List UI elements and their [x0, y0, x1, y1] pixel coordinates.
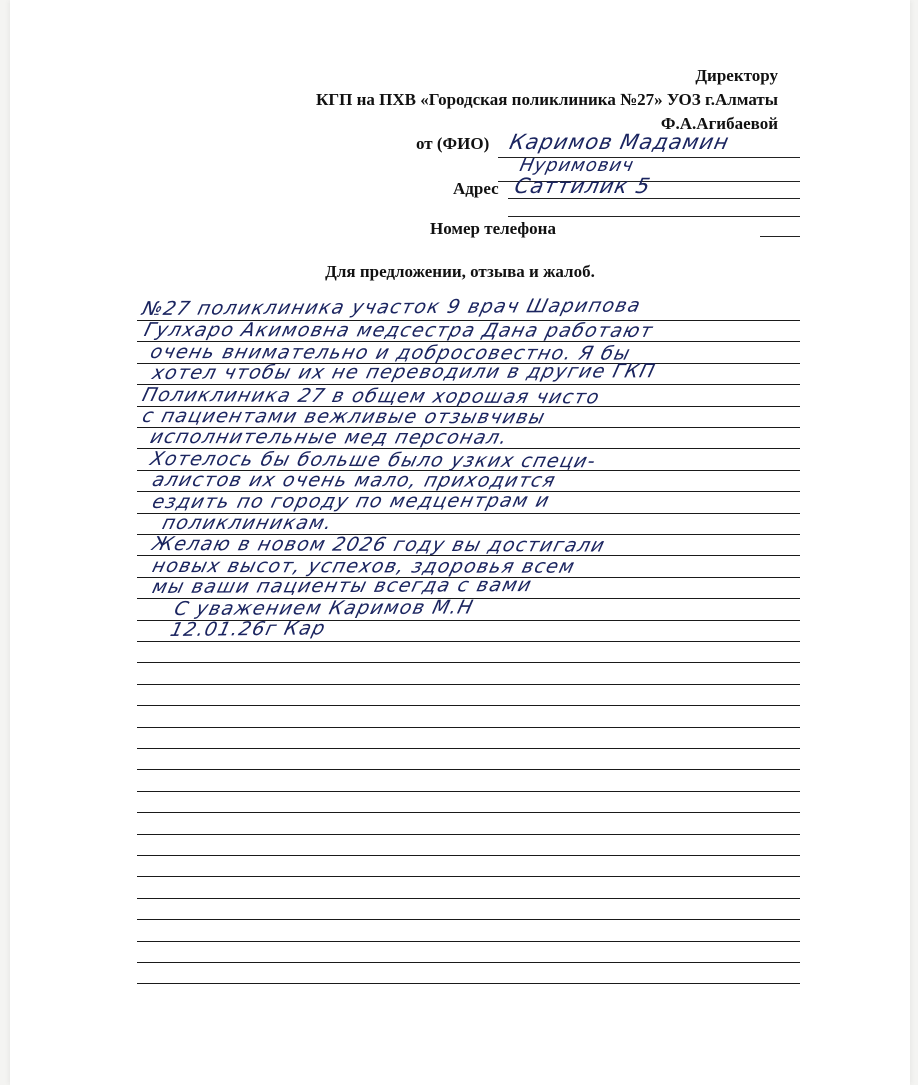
- address-underline-1: [508, 198, 800, 199]
- ruled-line: [137, 941, 800, 942]
- handwritten-line: поликлиникам.: [160, 512, 336, 534]
- ruled-line: [137, 748, 800, 749]
- handwritten-line: 12.01.26г Кар: [168, 617, 329, 641]
- complaint-form-sheet: [10, 0, 910, 1085]
- handwritten-line: ездить по городу по медцентрам и: [150, 489, 553, 513]
- ruled-line: [137, 791, 800, 792]
- fio-value-line-2: Нуримович: [517, 155, 637, 176]
- ruled-line: [137, 855, 800, 856]
- handwritten-line: исполнительные мед персонал.: [148, 426, 511, 450]
- addressee-title: Директору: [695, 66, 778, 85]
- ruled-line: [137, 684, 800, 685]
- fio-label: от (ФИО): [416, 134, 490, 153]
- addressee-organization: КГП на ПХВ «Городская поликлиника №27» УОЗ г.Алматы: [316, 90, 778, 109]
- ruled-line: [137, 662, 800, 663]
- phone-underline: [760, 236, 800, 237]
- ruled-line: [137, 962, 800, 963]
- form-title: Для предложении, отзыва и жалоб.: [325, 262, 595, 281]
- handwritten-line: с пациентами вежливые отзывчивы: [140, 405, 549, 429]
- address-label: Адрес: [453, 179, 499, 198]
- handwritten-line: новых высот, успехов, здоровья всем: [150, 554, 578, 578]
- ruled-line: [137, 727, 800, 728]
- address-underline-2: [508, 216, 800, 217]
- handwritten-line: очень внимательно и добросовестно. Я бы: [148, 340, 634, 365]
- handwritten-line: алистов их очень мало, приходится: [150, 469, 559, 492]
- ruled-line: [137, 876, 800, 877]
- handwritten-line: хотел чтобы их не переводили в другие ГКП: [150, 360, 659, 385]
- ruled-line: [137, 834, 800, 835]
- fio-value-line-1: Каримов Мадамин: [507, 130, 732, 154]
- address-value: Саттилик 5: [512, 174, 653, 198]
- ruled-line: [137, 898, 800, 899]
- handwritten-line: С уважением Каримов М.Н: [172, 596, 477, 620]
- handwritten-line: Поликлиника 27 в общем хорошая чисто: [140, 383, 603, 408]
- handwritten-line: Хотелось бы больше было узких специ-: [148, 447, 599, 473]
- ruled-line: [137, 919, 800, 920]
- ruled-line: [137, 705, 800, 706]
- ruled-line: [137, 769, 800, 770]
- handwritten-line: Желаю в новом 2026 году вы достигали: [150, 533, 608, 557]
- handwritten-line: Гулхаро Акимовна медсестра Дана работают: [142, 319, 656, 343]
- ruled-line: [137, 983, 800, 984]
- addressee-name: Ф.А.Агибаевой: [660, 114, 778, 133]
- ruled-line: [137, 812, 800, 813]
- phone-label: Номер телефона: [430, 219, 556, 238]
- handwritten-line: №27 поликлиника участок 9 врач Шарипова: [140, 294, 644, 320]
- ruled-line: [137, 641, 800, 642]
- handwritten-line: мы ваши пациенты всегда с вами: [150, 574, 535, 599]
